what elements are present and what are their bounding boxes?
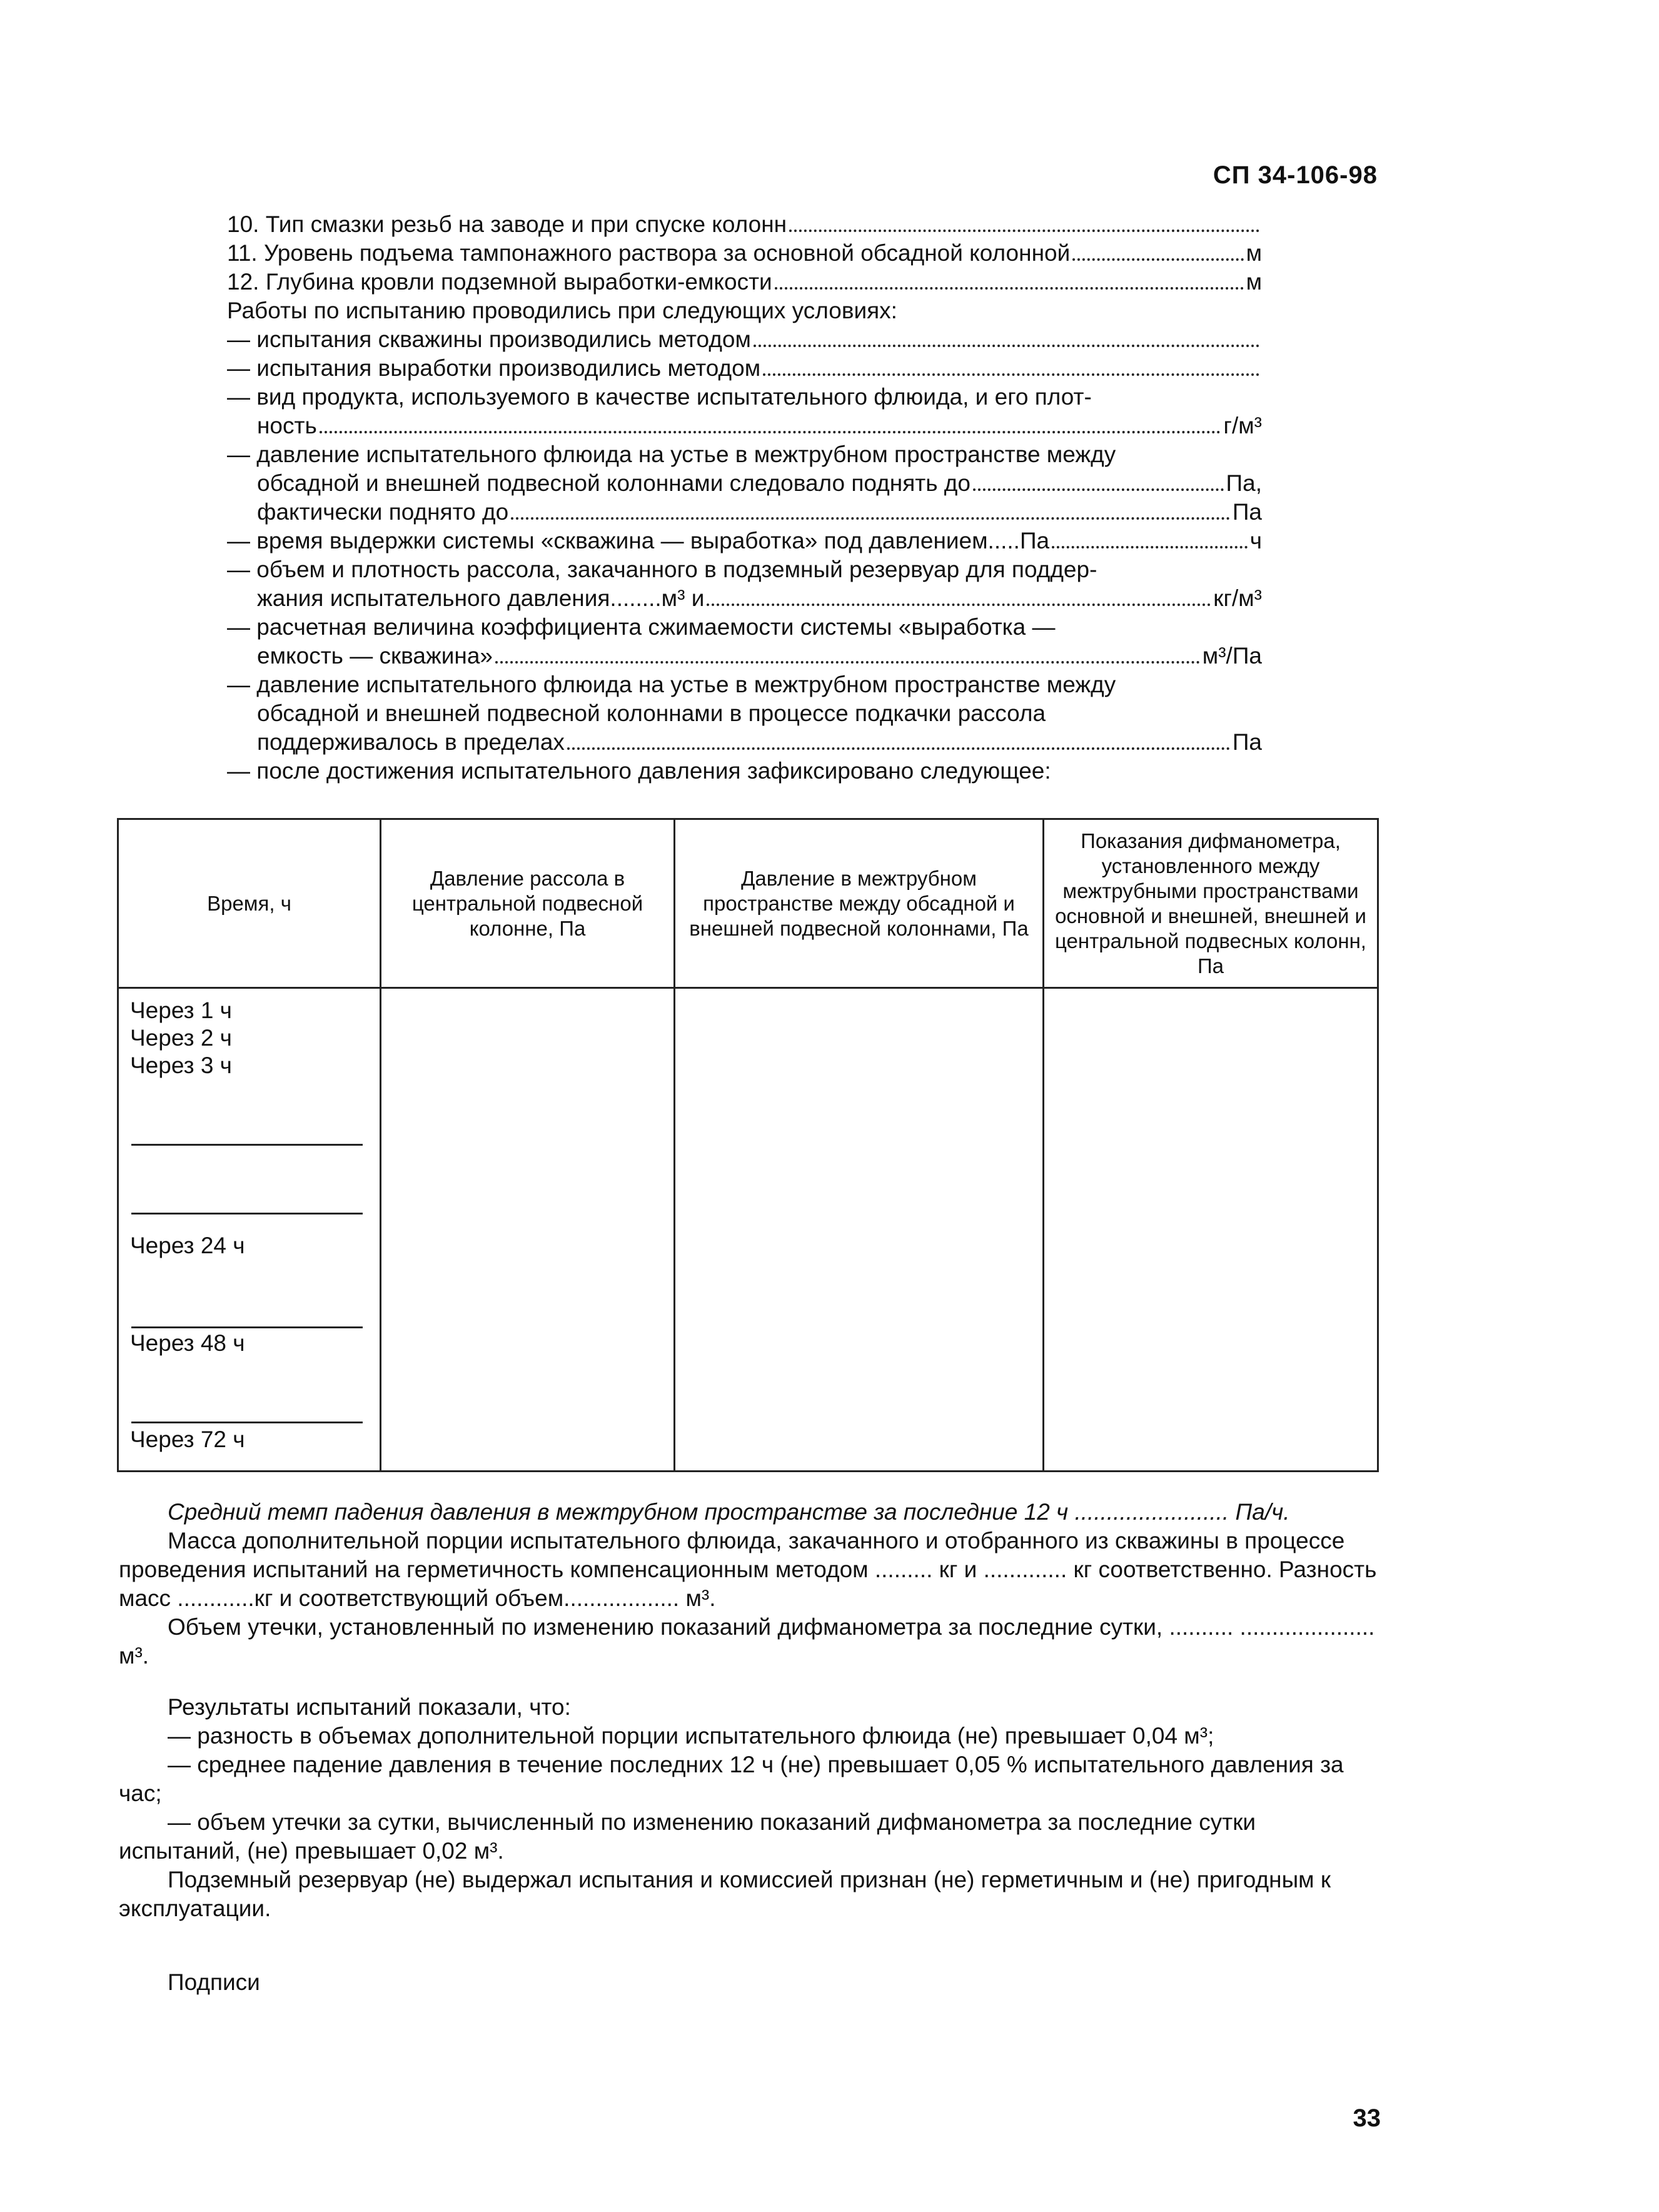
header-time: Время, ч <box>118 819 381 988</box>
condition-4-actual-unit: Па <box>1232 499 1262 525</box>
item-11 <box>227 239 1262 268</box>
condition-5-label: — время выдержки системы «скважина — выработка» под давлением.....Па <box>227 528 1050 553</box>
leader-dots <box>789 230 1259 232</box>
leader-dots <box>775 287 1244 290</box>
blank-row-rule <box>131 1213 363 1215</box>
conditions-intro: Работы по испытанию проводились при следующих условиях: <box>227 298 897 323</box>
blank-row-rule <box>131 1326 363 1328</box>
time-row-24: Через 24 ч <box>130 1233 245 1258</box>
condition-8-label: поддерживалось в пределах <box>257 729 565 755</box>
fluid-mass-paragraph: Масса дополнительной порции испытательного флюида, закачанного и отобранного из скважины в процессе проведения испытаний на герметичность компенсационным методом ......... кг и ............. кг соответственно. Разность масс ............кг и соответствующий объем.................. м³. <box>119 1528 1377 1611</box>
condition-6-unit: кг/м³ <box>1213 585 1262 611</box>
condition-5-unit: ч <box>1249 528 1262 553</box>
leader-dots <box>320 431 1221 433</box>
condition-6-line-2 <box>227 584 1262 613</box>
conclusion: Подземный резервуар (не) выдержал испытания и комиссией признан (не) герметичным и (не) пригодным к эксплуатации. <box>119 1867 1331 1921</box>
condition-8-unit: Па <box>1232 729 1262 755</box>
item-11-label: 11. Уровень подъема тампонажного раствора за основной обсадной колонной <box>227 240 1071 266</box>
result-leak-volume: — объем утечки за сутки, вычисленный по изменению показаний дифманометра за последние сутки испытаний, (не) превышает 0,02 м³. <box>119 1809 1256 1864</box>
leader-dots <box>1072 258 1243 261</box>
time-row-3: Через 3 ч <box>130 1053 232 1078</box>
condition-4-label: обсадной и внешней подвесной колоннами следовало поднять до <box>257 470 971 496</box>
condition-7-unit: м³/Па <box>1202 643 1262 669</box>
condition-8-line-3 <box>227 728 1262 757</box>
diff-manometer-cell <box>1044 988 1378 1472</box>
condition-4-line-3 <box>227 498 1262 527</box>
header-annulus-pressure: Давление в межтрубном пространстве между обсадной и внешней подвесной колоннами, Па <box>675 819 1044 988</box>
condition-8-line-1: — давление испытательного флюида на устье в межтрубном пространстве между <box>227 672 1116 697</box>
condition-7-line-1: — расчетная величина коэффициента сжимаемости системы «выработка — <box>227 614 1056 640</box>
item-12 <box>227 268 1262 296</box>
results-section <box>119 1498 1382 1997</box>
condition-4-line-2 <box>227 469 1262 498</box>
time-column-cell <box>118 988 381 1472</box>
condition-4-line-1: — давление испытательного флюида на устье в межтрубном пространстве между <box>227 442 1116 467</box>
condition-2-label: — испытания выработки производились методом <box>227 355 761 381</box>
condition-2 <box>227 354 1262 383</box>
condition-1-label: — испытания скважины производились методом <box>227 326 751 352</box>
condition-3-unit: г/м³ <box>1223 413 1262 438</box>
result-volume-difference: — разность в объемах дополнительной порции испытательного флюида (не) превышает 0,04 м³; <box>168 1723 1214 1749</box>
annulus-pressure-cell <box>675 988 1044 1472</box>
leader-dots <box>763 373 1259 376</box>
item-11-unit: м <box>1246 240 1262 266</box>
table-row <box>118 988 1378 1472</box>
condition-3-line-1: — вид продукта, используемого в качестве испытательного флюида, и его плот- <box>227 384 1092 410</box>
condition-1 <box>227 325 1262 354</box>
leader-dots <box>1052 546 1248 548</box>
conditions-list <box>227 210 1262 785</box>
time-row-48: Через 48 ч <box>130 1330 245 1356</box>
condition-7-line-2 <box>227 642 1262 670</box>
leader-dots <box>973 488 1224 491</box>
item-12-unit: м <box>1246 269 1262 295</box>
pressure-drop-rate: Средний темп падения давления в межтрубном пространстве за последние 12 ч ........................ Па/ч. <box>168 1499 1290 1525</box>
header-central-pressure: Давление рассола в центральной подвесной колонне, Па <box>381 819 675 988</box>
blank-row-rule <box>131 1422 363 1423</box>
result-pressure-drop: — среднее падение давления в течение последних 12 ч (не) превышает 0,05 % испытательного давления за час; <box>119 1752 1344 1806</box>
item-10 <box>227 210 1262 239</box>
time-row-1: Через 1 ч <box>130 997 232 1023</box>
leader-dots <box>567 747 1230 750</box>
leader-dots <box>495 661 1200 664</box>
condition-6-line-1: — объем и плотность рассола, закачанного в подземный резервуар для поддер- <box>227 557 1097 582</box>
condition-9: — после достижения испытательного давления зафиксировано следующее: <box>227 758 1051 784</box>
table-header-row <box>118 819 1378 988</box>
leader-dots <box>707 604 1211 606</box>
condition-3-line-2 <box>227 412 1262 440</box>
leader-dots <box>511 517 1230 520</box>
time-row-2: Через 2 ч <box>130 1025 232 1051</box>
document-code: СП 34-106-98 <box>1213 161 1378 189</box>
item-12-label: 12. Глубина кровли подземной выработки-емкости <box>227 269 772 295</box>
header-diff-manometer: Показания дифманометра, установленного между межтрубными пространствами основной и внешней, внешней и центральной подвесных колонн, Па <box>1044 819 1378 988</box>
results-intro: Результаты испытаний показали, что: <box>168 1694 571 1720</box>
condition-7-label: емкость — скважина» <box>257 643 493 669</box>
page-number: 33 <box>1353 2104 1381 2132</box>
time-row-72: Через 72 ч <box>130 1427 245 1452</box>
blank-row-rule <box>131 1144 363 1146</box>
condition-5 <box>227 527 1262 555</box>
pressure-table <box>117 818 1379 1472</box>
signatures-label: Подписи <box>168 1969 260 1995</box>
condition-6-label: жания испытательного давления........м³ и <box>257 585 705 611</box>
central-pressure-cell <box>381 988 675 1472</box>
condition-8-line-2: обсадной и внешней подвесной колоннами в процессе подкачки рассола <box>257 700 1046 726</box>
leak-volume-paragraph: Объем утечки, установленный по изменению показаний дифманометра за последние сутки, .......... ..................... м³. <box>119 1614 1375 1669</box>
condition-4-actual-label: фактически поднято до <box>257 499 509 525</box>
condition-4-unit: Па, <box>1226 470 1262 496</box>
item-10-label: 10. Тип смазки резьб на заводе и при спуске колонн <box>227 211 787 237</box>
leader-dots <box>754 345 1259 347</box>
condition-3-label: ность <box>257 413 317 438</box>
